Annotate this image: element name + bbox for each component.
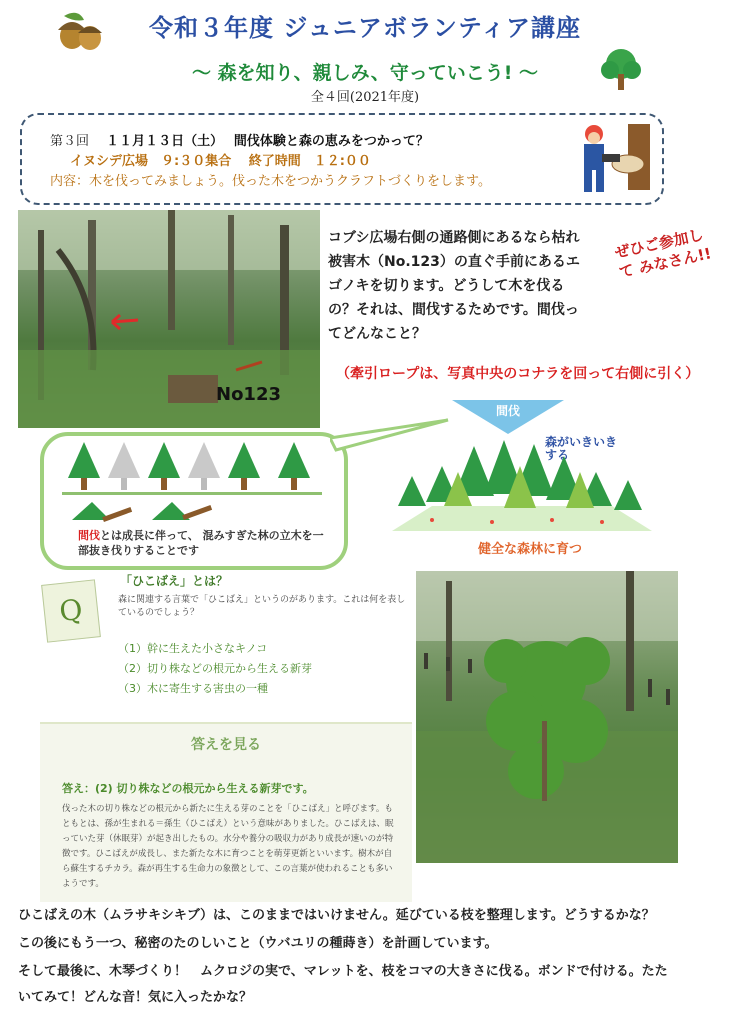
page-title: 令和３年度 ジュニアボランティア講座 [149,14,581,42]
quiz-badge: Q [41,579,101,642]
event-headline [50,130,429,149]
event-date: １１月１３日（土） [106,134,217,149]
thinning-keyword: 間伐 [78,529,100,542]
quiz-option-2: （2）切り株などの根元から生える新芽 [118,662,312,675]
thinning-before-trees [62,440,322,530]
quiz-option-1: （1）幹に生えた小さなキノコ [118,642,268,655]
forest-photo-sprout [416,571,678,863]
sprout-photo-drawing [416,571,678,863]
tree-number-label: No123 [216,384,282,405]
rope-note: （牽引ロープは、写真中央のコナラを回って右側に引く） [336,366,700,382]
thinning-arrow-label: 間伐 [495,404,520,418]
quiz-option-3: （3）木に寄生する害虫の一種 [118,682,268,695]
lively-forest-label: 森がいきいきする [545,435,618,462]
thinning-definition [78,528,328,558]
closing-line-2: この後にもう一つ、秘密のたのしいこと（ウバユリの種蒔き）を計画しています。 [18,936,498,951]
quiz-intro: 森に関連する言葉で「ひこばえ」というのがあります。これは何を表しているのでしょう？ [118,595,406,618]
event-session: 第３回 [50,134,90,149]
closing-line-1: ひこばえの木（ムラサキシキブ）は、このままではいけません。延びている枝を整理します。どうするかな？ [18,908,655,923]
show-answer-heading: 答えを見る [191,737,261,753]
healthy-forest-illustration [392,436,652,536]
invite-handwritten: ぜひご参加して みなさん!! [613,225,713,282]
article-body: コブシ広場右側の通路側にあるなら枯れ被害木（No.123）の直ぐ手前にあるエゴノキを切ります。どうして木を伐るの？それは、間伐するためです。間伐ってどんなこと？ [328,230,580,342]
closing-line-4: いてみて！どんな音！気に入ったかな？ [18,990,253,1005]
page-subtitle: ～ 森を知り、親しみ、守っていこう! ～ [191,62,539,84]
series-count: 全４回(2021年度) [310,90,420,105]
event-topic: 間伐体験と森の恵みをつかって？ [233,134,429,149]
event-venue-time: イヌシデ広場 ９:３０集合 終了時間 １２:００ [70,154,371,169]
event-content: 内容：木を伐ってみましょう。伐った木をつかうクラフトづくりをします。 [50,174,491,189]
healthy-forest-label: 健全な森林に育つ [477,542,582,557]
quiz-answer-summary: 答え：(2) 切り株などの根元から生える新芽です。 [62,782,314,795]
woodcutter-icon [572,120,654,196]
quiz-title: 「ひこばえ」とは？ [120,574,229,588]
closing-line-3: そして最後に、木琴づくり！ ムクロジの実で、マレットを、枝をコマの大きさに伐る。ボンドで付ける。たた [18,964,668,979]
thinning-definition-text: とは成長に伴って、 混みすぎた林の立木を一部抜き伐りすることです [78,529,324,557]
quiz-answer-explanation: 伐った木の切り株などの根元から新たに生える芽のことを「ひこばえ」と呼びます。もともとは、孫が生まれる＝孫生（ひこばえ）という意味がありました。ひこばえは、眠っていた芽（休眠芽）が起き出したもの。水分や養分の吸収力があり成長が速いのが特徴です。ひこばえが成長し、また新たな木に育つことを萌芽更新といいます。樹木が自ら蘇生するチカラ。森が再生する生命力の象徴として、この言葉が使われることも多いようです。 [62,804,394,889]
